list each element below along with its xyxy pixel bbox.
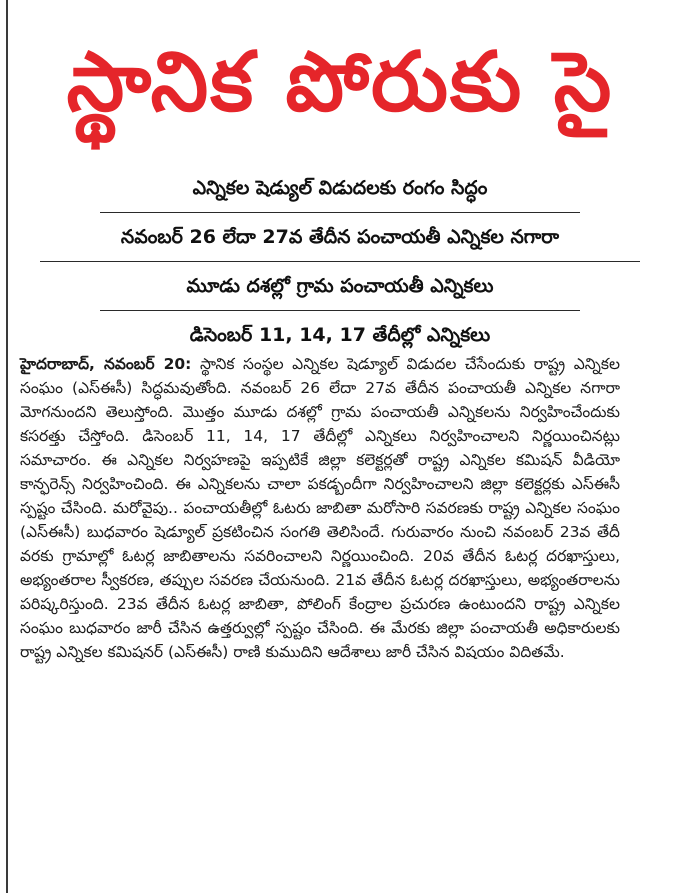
article-text: స్థానిక సంస్థల ఎన్నికల షెడ్యూల్ విడుదల చేసేందుకు రాష్ట్ర ఎన్నికల సంఘం (ఎస్ఈసీ) సిద్ధమవుతోంది. నవంబర్ 26 లేదా 27వ తేదీన పంచాయతీ ఎన్నికల నగారా మోగనుందని తెలుస్తోంది. మొత్తం మూడు దశల్లో గ్రామ పంచాయతీ ఎన్నికలను నిర్వహించేందుకు కసరత్తు చేస్తోంది. డిసెంబర్ 11, 14, 17 తేదీల్లో ఎన్నికలు నిర్వహించాలని నిర్ణయించినట్లు సమాచారం. ఈ ఎన్నికల నిర్వహణపై ఇప్పటికే జిల్లా కలెక్టర్లతో రాష్ట్ర ఎన్నికల కమిషన్ వీడియో కాన్ఫరెన్స్ నిర్వహించింది. ఈ ఎన్నికలను చాలా పకడ్బందీగా నిర్వహించాలని జిల్లా కలెక్టర్లకు ఎస్ఈసీ స్పష్టం చేసింది. మరోవైపు.. పంచాయతీల్లో ఓటరు జాబితా మరోసారి సవరణకు రాష్ట్ర ఎన్నికల సంఘం (ఎస్ఈసీ) బుధవారం షెడ్యూల్ ప్రకటించిన సంగతి తెలిసిందే. గురువారం నుంచి నవంబర్ 23వ తేదీ వరకు గ్రామాల్లో ఓటర్ల జాబితాలను సవరించాలని నిర్ణయించింది. 20వ తేదీన ఓటర్ల దరఖాస్తులు, అభ్యంతరాల స్వీకరణ, తప్పుల సవరణ చేయనుంది. 21వ తేదీన ఓటర్ల దరఖాస్తులు, అభ్యంతరాలను పరిష్కరిస్తుంది. 23వ తేదీన ఓటర్ల జాబితా, పోలింగ్ కేంద్రాల ప్రచురణ ఉంటుందని రాష్ట్ర ఎన్నికల సంఘం బుధవారం జారీ చేసిన ఉత్తర్వుల్లో స్పష్టం చేసింది. ఈ మేరకు జిల్లా పంచాయతీ అధికారులకు రాష్ట్ర ఎన్నికల కమిషనర్ (ఎస్ఈసీ) రాణి కుముదిని ఆదేశాలు జారీ చేసిన విషయం విదితమే.: [20, 355, 620, 661]
subheadline-2: నవంబర్ 26 లేదా 27వ తేదీన పంచాయతీ ఎన్నికల నగారా: [40, 213, 640, 262]
column-rule: [6, 0, 8, 893]
dateline: హైదరాబాద్, నవంబర్ 20:: [20, 355, 192, 373]
subheadline-block: [100, 164, 580, 359]
headline: స్థానిక పోరుకు సై: [66, 35, 614, 130]
subheadline-1: ఎన్నికల షెడ్యుల్ విడుదలకు రంగం సిద్ధం: [100, 164, 580, 213]
article-body: [20, 352, 620, 664]
article-paragraph: [20, 352, 620, 664]
subheadline-3: మూడు దశల్లో గ్రామ పంచాయతీ ఎన్నికలు: [100, 262, 580, 311]
subheadline-4: డిసెంబర్ 11, 14, 17 తేదీల్లో ఎన్నికలు: [189, 324, 491, 346]
